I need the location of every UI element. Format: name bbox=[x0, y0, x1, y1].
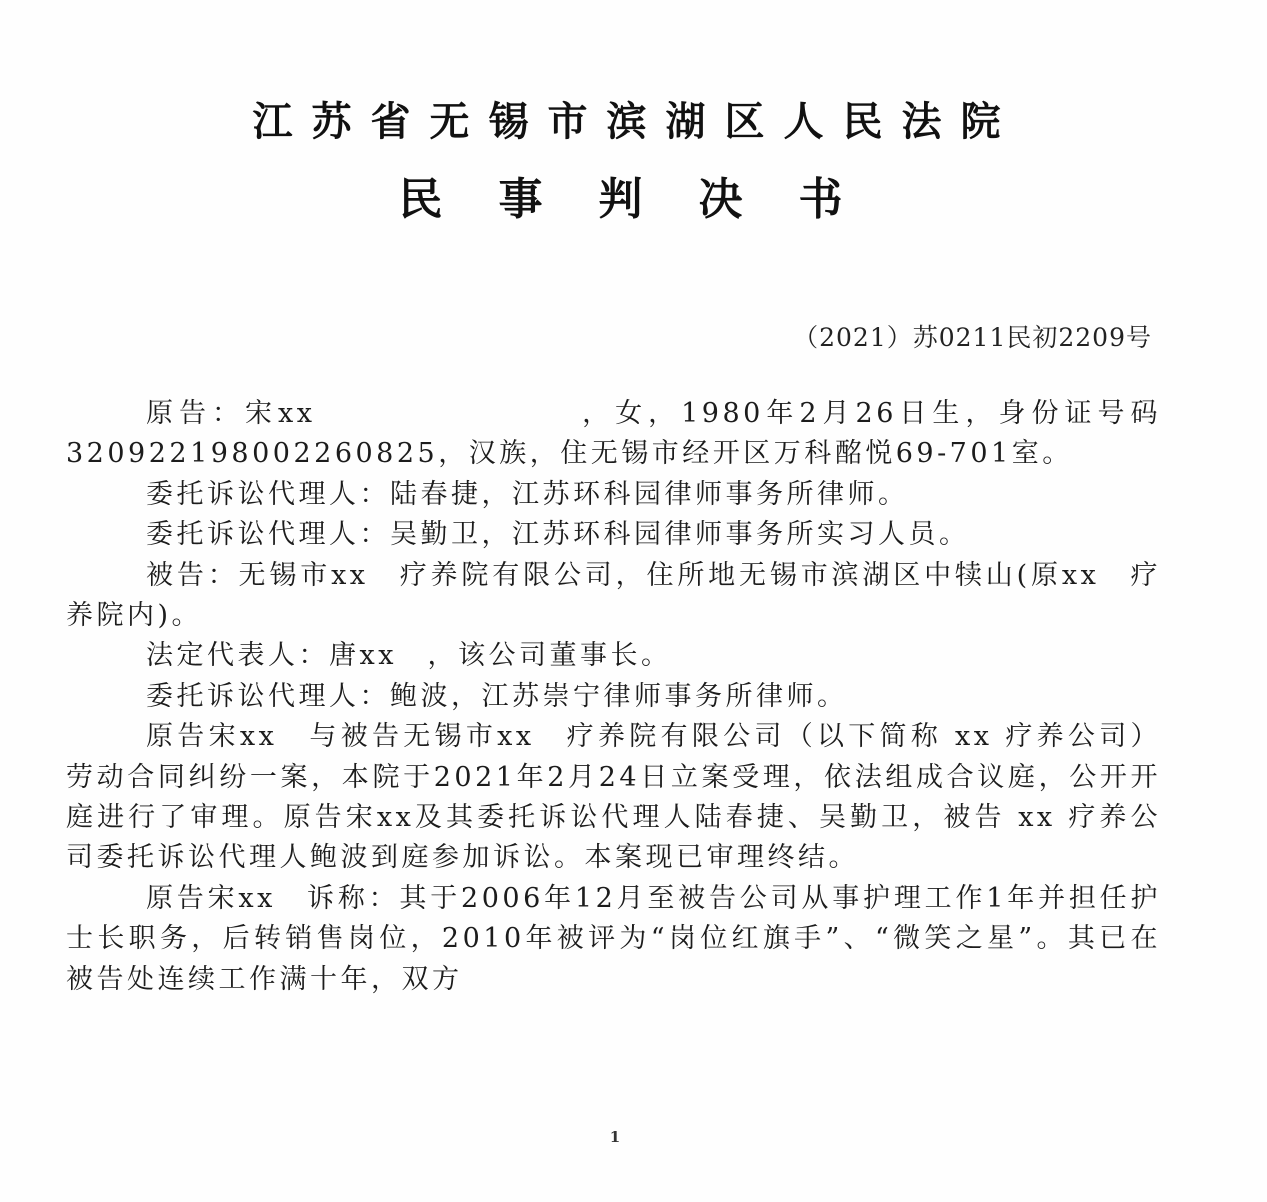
case-number: （2021）苏0211民初2209号 bbox=[793, 323, 1152, 352]
plaintiff-agent-2: 委托诉讼代理人：吴勤卫，江苏环科园律师事务所实习人员。 bbox=[146, 519, 970, 551]
court-name: 江苏省无锡市滨湖区人民法院 bbox=[252, 99, 1020, 145]
defendant-agent: 委托诉讼代理人：鲍波，江苏崇宁律师事务所律师。 bbox=[146, 680, 848, 712]
judgment-body bbox=[66, 394, 1161, 1000]
plaintiff-agent-1: 委托诉讼代理人：陆春捷，江苏环科园律师事务所律师。 bbox=[146, 478, 909, 510]
defendant-info: 被告：无锡市xx 疗养院有限公司，住所地无锡市滨湖区中犊山(原xx 疗养院内)。 bbox=[66, 559, 1161, 632]
plaintiff-info: 原告：宋xx ，女，1980年2月26日生，身份证号码320922198002260825，汉族，住无锡市经开区万科酩悦69-701室。 bbox=[66, 398, 1161, 470]
document-title: 民事判决书 bbox=[398, 174, 899, 225]
case-summary: 原告宋xx 与被告无锡市xx 疗养院有限公司（以下简称 xx 疗养公司）劳动合同纠纷一案，本院于2021年2月24日立案受理，依法组成合议庭，公开开庭进行了审理。原告宋xx及其委托诉讼代理人陆春捷、吴勤卫，被告 xx 疗养公司委托诉讼代理人鲍波到庭参加诉讼。本案现已审理终结。 bbox=[66, 721, 1161, 874]
page-number: 1 bbox=[609, 1128, 621, 1146]
plaintiff-claims: 原告宋xx 诉称：其于2006年12月至被告公司从事护理工作1年并担任护士长职务，后转销售岗位，2010年被评为“岗位红旗手”、“微笑之星”。其已在被告处连续工作满十年，双方 bbox=[66, 882, 1161, 995]
legal-representative: 法定代表人：唐xx ，该公司董事长。 bbox=[146, 640, 672, 672]
